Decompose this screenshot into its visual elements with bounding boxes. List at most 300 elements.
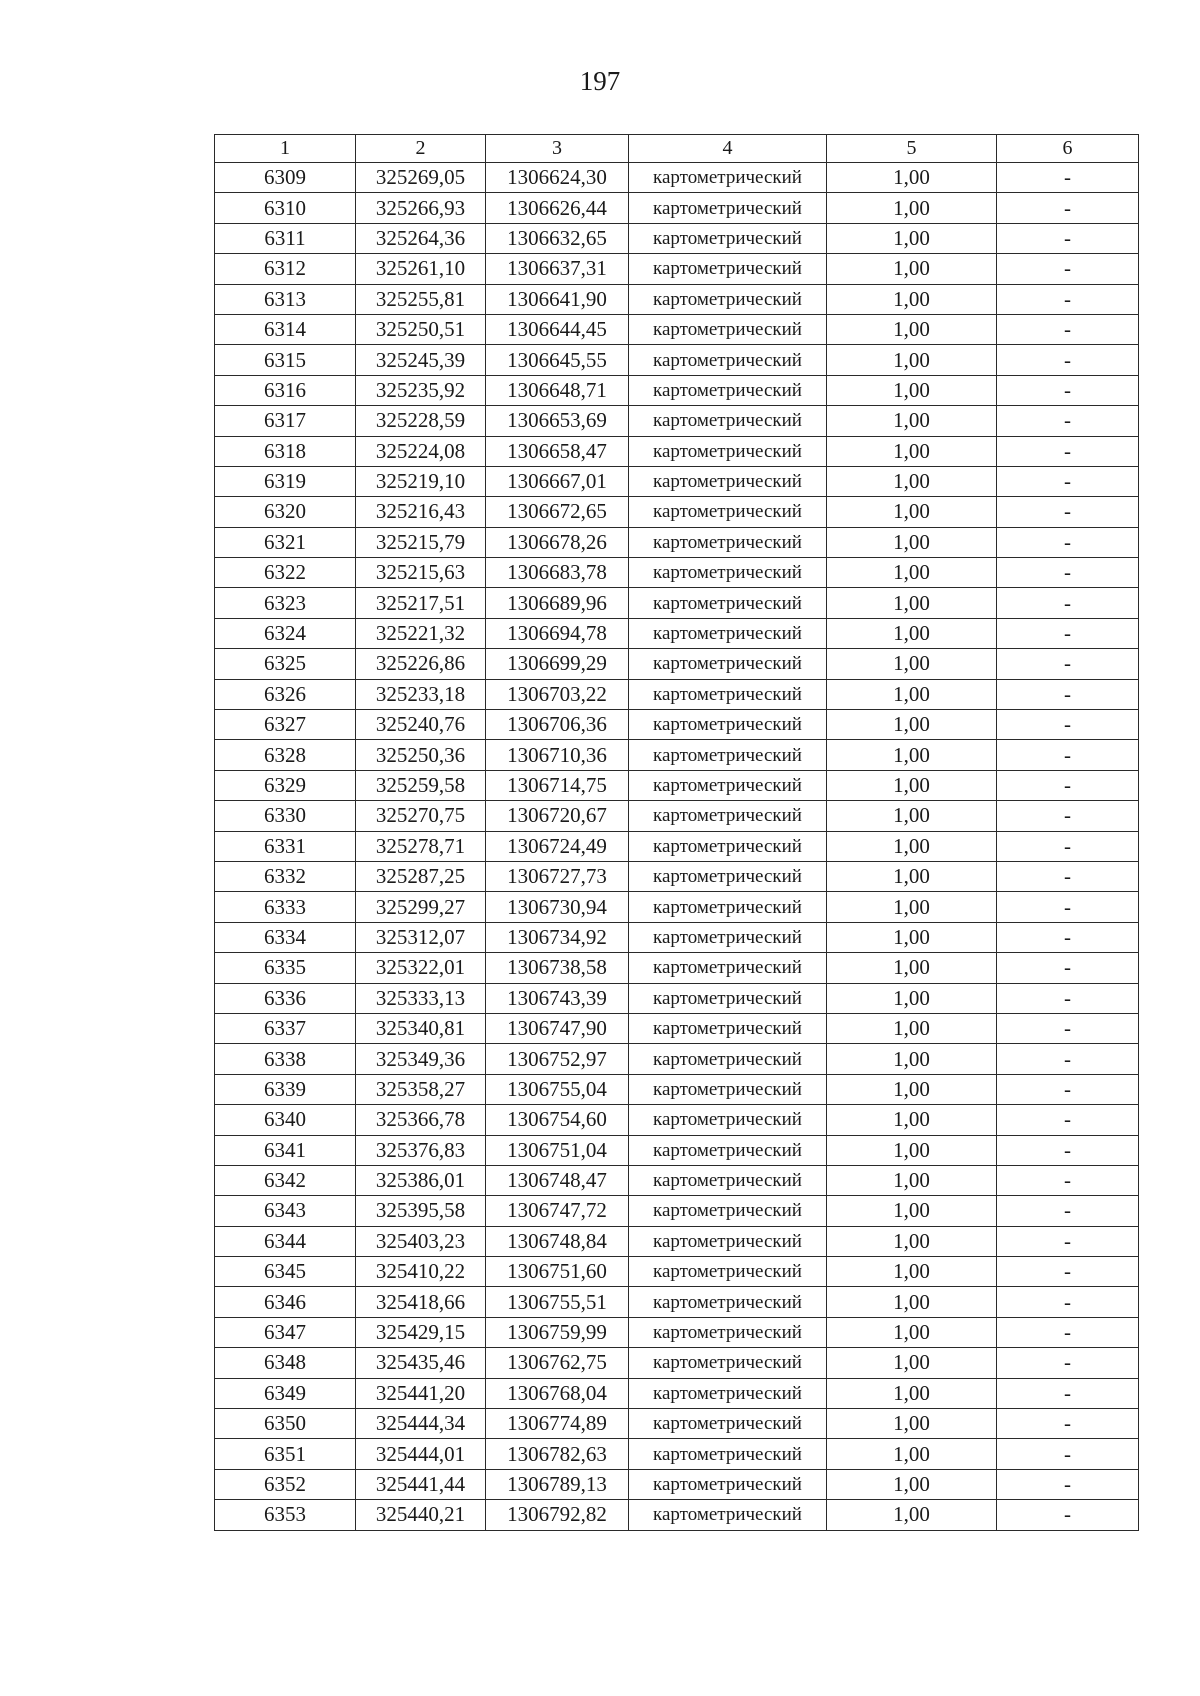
y-coordinate-cell: 1306632,65 [486, 223, 629, 253]
table-row [215, 831, 1139, 861]
y-coordinate-cell: 1306747,90 [486, 1013, 629, 1043]
method-cell: картометрический [629, 1196, 827, 1226]
note-cell: - [997, 770, 1139, 800]
accuracy-cell: 1,00 [827, 193, 997, 223]
point-number-cell: 6351 [215, 1439, 356, 1469]
point-number-cell: 6331 [215, 831, 356, 861]
table-row [215, 1135, 1139, 1165]
x-coordinate-cell: 325386,01 [356, 1165, 486, 1195]
y-coordinate-cell: 1306703,22 [486, 679, 629, 709]
y-coordinate-cell: 1306706,36 [486, 710, 629, 740]
point-number-cell: 6319 [215, 466, 356, 496]
table-row [215, 953, 1139, 983]
method-cell: картометрический [629, 892, 827, 922]
x-coordinate-cell: 325235,92 [356, 375, 486, 405]
table-row [215, 1105, 1139, 1135]
table-row [215, 284, 1139, 314]
table-row [215, 1165, 1139, 1195]
x-coordinate-cell: 325269,05 [356, 163, 486, 193]
y-coordinate-cell: 1306699,29 [486, 649, 629, 679]
y-coordinate-cell: 1306648,71 [486, 375, 629, 405]
note-cell: - [997, 953, 1139, 983]
accuracy-cell: 1,00 [827, 1135, 997, 1165]
note-cell: - [997, 375, 1139, 405]
y-coordinate-cell: 1306667,01 [486, 466, 629, 496]
method-cell: картометрический [629, 922, 827, 952]
point-number-cell: 6321 [215, 527, 356, 557]
accuracy-cell: 1,00 [827, 1226, 997, 1256]
y-coordinate-cell: 1306689,96 [486, 588, 629, 618]
point-number-cell: 6345 [215, 1257, 356, 1287]
table-row [215, 163, 1139, 193]
point-number-cell: 6346 [215, 1287, 356, 1317]
method-cell: картометрический [629, 163, 827, 193]
method-cell: картометрический [629, 1257, 827, 1287]
y-coordinate-cell: 1306751,60 [486, 1257, 629, 1287]
method-cell: картометрический [629, 193, 827, 223]
y-coordinate-cell: 1306645,55 [486, 345, 629, 375]
table-row [215, 1226, 1139, 1256]
note-cell: - [997, 710, 1139, 740]
note-cell: - [997, 527, 1139, 557]
note-cell: - [997, 1348, 1139, 1378]
note-cell: - [997, 1439, 1139, 1469]
method-cell: картометрический [629, 1500, 827, 1530]
x-coordinate-cell: 325333,13 [356, 983, 486, 1013]
accuracy-cell: 1,00 [827, 1317, 997, 1347]
point-number-cell: 6338 [215, 1044, 356, 1074]
note-cell: - [997, 649, 1139, 679]
point-number-cell: 6339 [215, 1074, 356, 1104]
x-coordinate-cell: 325395,58 [356, 1196, 486, 1226]
method-cell: картометрический [629, 649, 827, 679]
accuracy-cell: 1,00 [827, 649, 997, 679]
note-cell: - [997, 1317, 1139, 1347]
table-row [215, 679, 1139, 709]
y-coordinate-cell: 1306714,75 [486, 770, 629, 800]
note-cell: - [997, 1257, 1139, 1287]
y-coordinate-cell: 1306792,82 [486, 1500, 629, 1530]
y-coordinate-cell: 1306754,60 [486, 1105, 629, 1135]
point-number-cell: 6352 [215, 1469, 356, 1499]
y-coordinate-cell: 1306626,44 [486, 193, 629, 223]
x-coordinate-cell: 325215,79 [356, 527, 486, 557]
table-row [215, 1044, 1139, 1074]
point-number-cell: 6315 [215, 345, 356, 375]
table-row [215, 1378, 1139, 1408]
note-cell: - [997, 1226, 1139, 1256]
accuracy-cell: 1,00 [827, 892, 997, 922]
y-coordinate-cell: 1306774,89 [486, 1409, 629, 1439]
accuracy-cell: 1,00 [827, 801, 997, 831]
note-cell: - [997, 163, 1139, 193]
method-cell: картометрический [629, 223, 827, 253]
accuracy-cell: 1,00 [827, 1500, 997, 1530]
note-cell: - [997, 1044, 1139, 1074]
method-cell: картометрический [629, 1469, 827, 1499]
column-header-3: 3 [486, 135, 629, 163]
accuracy-cell: 1,00 [827, 1013, 997, 1043]
table-row [215, 1317, 1139, 1347]
accuracy-cell: 1,00 [827, 953, 997, 983]
x-coordinate-cell: 325444,01 [356, 1439, 486, 1469]
method-cell: картометрический [629, 1409, 827, 1439]
accuracy-cell: 1,00 [827, 588, 997, 618]
x-coordinate-cell: 325224,08 [356, 436, 486, 466]
y-coordinate-cell: 1306752,97 [486, 1044, 629, 1074]
accuracy-cell: 1,00 [827, 740, 997, 770]
point-number-cell: 6316 [215, 375, 356, 405]
x-coordinate-cell: 325226,86 [356, 649, 486, 679]
point-number-cell: 6328 [215, 740, 356, 770]
table-row [215, 1348, 1139, 1378]
accuracy-cell: 1,00 [827, 1105, 997, 1135]
x-coordinate-cell: 325266,93 [356, 193, 486, 223]
note-cell: - [997, 831, 1139, 861]
point-number-cell: 6341 [215, 1135, 356, 1165]
accuracy-cell: 1,00 [827, 375, 997, 405]
y-coordinate-cell: 1306762,75 [486, 1348, 629, 1378]
header-row [215, 135, 1139, 163]
x-coordinate-cell: 325217,51 [356, 588, 486, 618]
note-cell: - [997, 436, 1139, 466]
table-header [215, 135, 1139, 163]
accuracy-cell: 1,00 [827, 1196, 997, 1226]
note-cell: - [997, 1105, 1139, 1135]
y-coordinate-cell: 1306658,47 [486, 436, 629, 466]
method-cell: картометрический [629, 618, 827, 648]
x-coordinate-cell: 325250,36 [356, 740, 486, 770]
method-cell: картометрический [629, 527, 827, 557]
x-coordinate-cell: 325376,83 [356, 1135, 486, 1165]
method-cell: картометрический [629, 740, 827, 770]
accuracy-cell: 1,00 [827, 436, 997, 466]
method-cell: картометрический [629, 1074, 827, 1104]
method-cell: картометрический [629, 1439, 827, 1469]
method-cell: картометрический [629, 497, 827, 527]
method-cell: картометрический [629, 1013, 827, 1043]
accuracy-cell: 1,00 [827, 861, 997, 891]
table-body [215, 163, 1139, 1531]
column-header-1: 1 [215, 135, 356, 163]
x-coordinate-cell: 325444,34 [356, 1409, 486, 1439]
column-header-4: 4 [629, 135, 827, 163]
x-coordinate-cell: 325349,36 [356, 1044, 486, 1074]
point-number-cell: 6349 [215, 1378, 356, 1408]
point-number-cell: 6334 [215, 922, 356, 952]
accuracy-cell: 1,00 [827, 1257, 997, 1287]
method-cell: картометрический [629, 254, 827, 284]
note-cell: - [997, 679, 1139, 709]
x-coordinate-cell: 325278,71 [356, 831, 486, 861]
note-cell: - [997, 193, 1139, 223]
method-cell: картометрический [629, 861, 827, 891]
x-coordinate-cell: 325255,81 [356, 284, 486, 314]
y-coordinate-cell: 1306637,31 [486, 254, 629, 284]
note-cell: - [997, 314, 1139, 344]
table-row [215, 254, 1139, 284]
point-number-cell: 6348 [215, 1348, 356, 1378]
point-number-cell: 6313 [215, 284, 356, 314]
table-row [215, 1500, 1139, 1530]
accuracy-cell: 1,00 [827, 314, 997, 344]
y-coordinate-cell: 1306789,13 [486, 1469, 629, 1499]
table-row [215, 345, 1139, 375]
x-coordinate-cell: 325435,46 [356, 1348, 486, 1378]
y-coordinate-cell: 1306730,94 [486, 892, 629, 922]
y-coordinate-cell: 1306755,51 [486, 1287, 629, 1317]
y-coordinate-cell: 1306738,58 [486, 953, 629, 983]
x-coordinate-cell: 325312,07 [356, 922, 486, 952]
note-cell: - [997, 861, 1139, 891]
table-row [215, 558, 1139, 588]
point-number-cell: 6337 [215, 1013, 356, 1043]
x-coordinate-cell: 325250,51 [356, 314, 486, 344]
method-cell: картометрический [629, 1105, 827, 1135]
point-number-cell: 6326 [215, 679, 356, 709]
point-number-cell: 6314 [215, 314, 356, 344]
y-coordinate-cell: 1306768,04 [486, 1378, 629, 1408]
table-row [215, 618, 1139, 648]
method-cell: картометрический [629, 1165, 827, 1195]
table-row [215, 375, 1139, 405]
x-coordinate-cell: 325441,44 [356, 1469, 486, 1499]
method-cell: картометрический [629, 1317, 827, 1347]
accuracy-cell: 1,00 [827, 284, 997, 314]
accuracy-cell: 1,00 [827, 497, 997, 527]
method-cell: картометрический [629, 375, 827, 405]
point-number-cell: 6343 [215, 1196, 356, 1226]
x-coordinate-cell: 325219,10 [356, 466, 486, 496]
note-cell: - [997, 922, 1139, 952]
y-coordinate-cell: 1306683,78 [486, 558, 629, 588]
note-cell: - [997, 1013, 1139, 1043]
x-coordinate-cell: 325270,75 [356, 801, 486, 831]
note-cell: - [997, 284, 1139, 314]
point-number-cell: 6350 [215, 1409, 356, 1439]
point-number-cell: 6347 [215, 1317, 356, 1347]
accuracy-cell: 1,00 [827, 831, 997, 861]
point-number-cell: 6327 [215, 710, 356, 740]
note-cell: - [997, 618, 1139, 648]
y-coordinate-cell: 1306747,72 [486, 1196, 629, 1226]
y-coordinate-cell: 1306743,39 [486, 983, 629, 1013]
y-coordinate-cell: 1306641,90 [486, 284, 629, 314]
note-cell: - [997, 466, 1139, 496]
point-number-cell: 6344 [215, 1226, 356, 1256]
table-row [215, 801, 1139, 831]
x-coordinate-cell: 325228,59 [356, 406, 486, 436]
table-row [215, 770, 1139, 800]
point-number-cell: 6353 [215, 1500, 356, 1530]
point-number-cell: 6312 [215, 254, 356, 284]
y-coordinate-cell: 1306727,73 [486, 861, 629, 891]
table-row [215, 861, 1139, 891]
table-row [215, 649, 1139, 679]
note-cell: - [997, 1378, 1139, 1408]
method-cell: картометрический [629, 953, 827, 983]
x-coordinate-cell: 325366,78 [356, 1105, 486, 1135]
coordinates-table [214, 134, 1139, 1531]
method-cell: картометрический [629, 679, 827, 709]
note-cell: - [997, 1500, 1139, 1530]
table-row [215, 436, 1139, 466]
x-coordinate-cell: 325429,15 [356, 1317, 486, 1347]
note-cell: - [997, 892, 1139, 922]
note-cell: - [997, 588, 1139, 618]
point-number-cell: 6342 [215, 1165, 356, 1195]
x-coordinate-cell: 325261,10 [356, 254, 486, 284]
x-coordinate-cell: 325403,23 [356, 1226, 486, 1256]
point-number-cell: 6332 [215, 861, 356, 891]
table-row [215, 1013, 1139, 1043]
accuracy-cell: 1,00 [827, 466, 997, 496]
table-row [215, 892, 1139, 922]
x-coordinate-cell: 325299,27 [356, 892, 486, 922]
method-cell: картометрический [629, 314, 827, 344]
method-cell: картометрический [629, 801, 827, 831]
accuracy-cell: 1,00 [827, 1044, 997, 1074]
note-cell: - [997, 801, 1139, 831]
table-row [215, 983, 1139, 1013]
column-header-5: 5 [827, 135, 997, 163]
accuracy-cell: 1,00 [827, 770, 997, 800]
point-number-cell: 6317 [215, 406, 356, 436]
table-row [215, 1469, 1139, 1499]
table-row [215, 1287, 1139, 1317]
accuracy-cell: 1,00 [827, 1439, 997, 1469]
x-coordinate-cell: 325287,25 [356, 861, 486, 891]
y-coordinate-cell: 1306759,99 [486, 1317, 629, 1347]
y-coordinate-cell: 1306624,30 [486, 163, 629, 193]
method-cell: картометрический [629, 284, 827, 314]
accuracy-cell: 1,00 [827, 983, 997, 1013]
note-cell: - [997, 1409, 1139, 1439]
y-coordinate-cell: 1306734,92 [486, 922, 629, 952]
x-coordinate-cell: 325259,58 [356, 770, 486, 800]
method-cell: картометрический [629, 558, 827, 588]
x-coordinate-cell: 325264,36 [356, 223, 486, 253]
point-number-cell: 6309 [215, 163, 356, 193]
y-coordinate-cell: 1306678,26 [486, 527, 629, 557]
point-number-cell: 6320 [215, 497, 356, 527]
x-coordinate-cell: 325221,32 [356, 618, 486, 648]
accuracy-cell: 1,00 [827, 1074, 997, 1104]
accuracy-cell: 1,00 [827, 1348, 997, 1378]
table-row [215, 1196, 1139, 1226]
method-cell: картометрический [629, 436, 827, 466]
x-coordinate-cell: 325410,22 [356, 1257, 486, 1287]
x-coordinate-cell: 325322,01 [356, 953, 486, 983]
column-header-2: 2 [356, 135, 486, 163]
accuracy-cell: 1,00 [827, 223, 997, 253]
accuracy-cell: 1,00 [827, 1165, 997, 1195]
method-cell: картометрический [629, 1135, 827, 1165]
point-number-cell: 6330 [215, 801, 356, 831]
accuracy-cell: 1,00 [827, 1469, 997, 1499]
accuracy-cell: 1,00 [827, 1409, 997, 1439]
accuracy-cell: 1,00 [827, 618, 997, 648]
x-coordinate-cell: 325441,20 [356, 1378, 486, 1408]
table-row [215, 497, 1139, 527]
y-coordinate-cell: 1306748,47 [486, 1165, 629, 1195]
x-coordinate-cell: 325245,39 [356, 345, 486, 375]
x-coordinate-cell: 325340,81 [356, 1013, 486, 1043]
note-cell: - [997, 497, 1139, 527]
method-cell: картометрический [629, 1287, 827, 1317]
table-row [215, 1257, 1139, 1287]
x-coordinate-cell: 325215,63 [356, 558, 486, 588]
note-cell: - [997, 1469, 1139, 1499]
note-cell: - [997, 1074, 1139, 1104]
accuracy-cell: 1,00 [827, 1287, 997, 1317]
method-cell: картометрический [629, 710, 827, 740]
accuracy-cell: 1,00 [827, 345, 997, 375]
table-row [215, 588, 1139, 618]
method-cell: картометрический [629, 831, 827, 861]
table-row [215, 740, 1139, 770]
point-number-cell: 6310 [215, 193, 356, 223]
accuracy-cell: 1,00 [827, 558, 997, 588]
table-row [215, 193, 1139, 223]
x-coordinate-cell: 325440,21 [356, 1500, 486, 1530]
method-cell: картометрический [629, 588, 827, 618]
note-cell: - [997, 983, 1139, 1013]
column-header-6: 6 [997, 135, 1139, 163]
table-row [215, 466, 1139, 496]
point-number-cell: 6325 [215, 649, 356, 679]
note-cell: - [997, 345, 1139, 375]
x-coordinate-cell: 325358,27 [356, 1074, 486, 1104]
table-row [215, 1439, 1139, 1469]
accuracy-cell: 1,00 [827, 1378, 997, 1408]
point-number-cell: 6336 [215, 983, 356, 1013]
x-coordinate-cell: 325418,66 [356, 1287, 486, 1317]
y-coordinate-cell: 1306724,49 [486, 831, 629, 861]
accuracy-cell: 1,00 [827, 922, 997, 952]
method-cell: картометрический [629, 1226, 827, 1256]
table-row [215, 710, 1139, 740]
note-cell: - [997, 1196, 1139, 1226]
table-row [215, 527, 1139, 557]
method-cell: картометрический [629, 983, 827, 1013]
accuracy-cell: 1,00 [827, 679, 997, 709]
point-number-cell: 6322 [215, 558, 356, 588]
method-cell: картометрический [629, 1348, 827, 1378]
note-cell: - [997, 1135, 1139, 1165]
point-number-cell: 6324 [215, 618, 356, 648]
note-cell: - [997, 254, 1139, 284]
accuracy-cell: 1,00 [827, 710, 997, 740]
y-coordinate-cell: 1306755,04 [486, 1074, 629, 1104]
point-number-cell: 6340 [215, 1105, 356, 1135]
table-row [215, 223, 1139, 253]
y-coordinate-cell: 1306751,04 [486, 1135, 629, 1165]
point-number-cell: 6333 [215, 892, 356, 922]
x-coordinate-cell: 325216,43 [356, 497, 486, 527]
point-number-cell: 6311 [215, 223, 356, 253]
y-coordinate-cell: 1306710,36 [486, 740, 629, 770]
y-coordinate-cell: 1306694,78 [486, 618, 629, 648]
point-number-cell: 6335 [215, 953, 356, 983]
x-coordinate-cell: 325240,76 [356, 710, 486, 740]
y-coordinate-cell: 1306653,69 [486, 406, 629, 436]
method-cell: картометрический [629, 345, 827, 375]
note-cell: - [997, 1287, 1139, 1317]
point-number-cell: 6329 [215, 770, 356, 800]
note-cell: - [997, 1165, 1139, 1195]
table-row [215, 406, 1139, 436]
